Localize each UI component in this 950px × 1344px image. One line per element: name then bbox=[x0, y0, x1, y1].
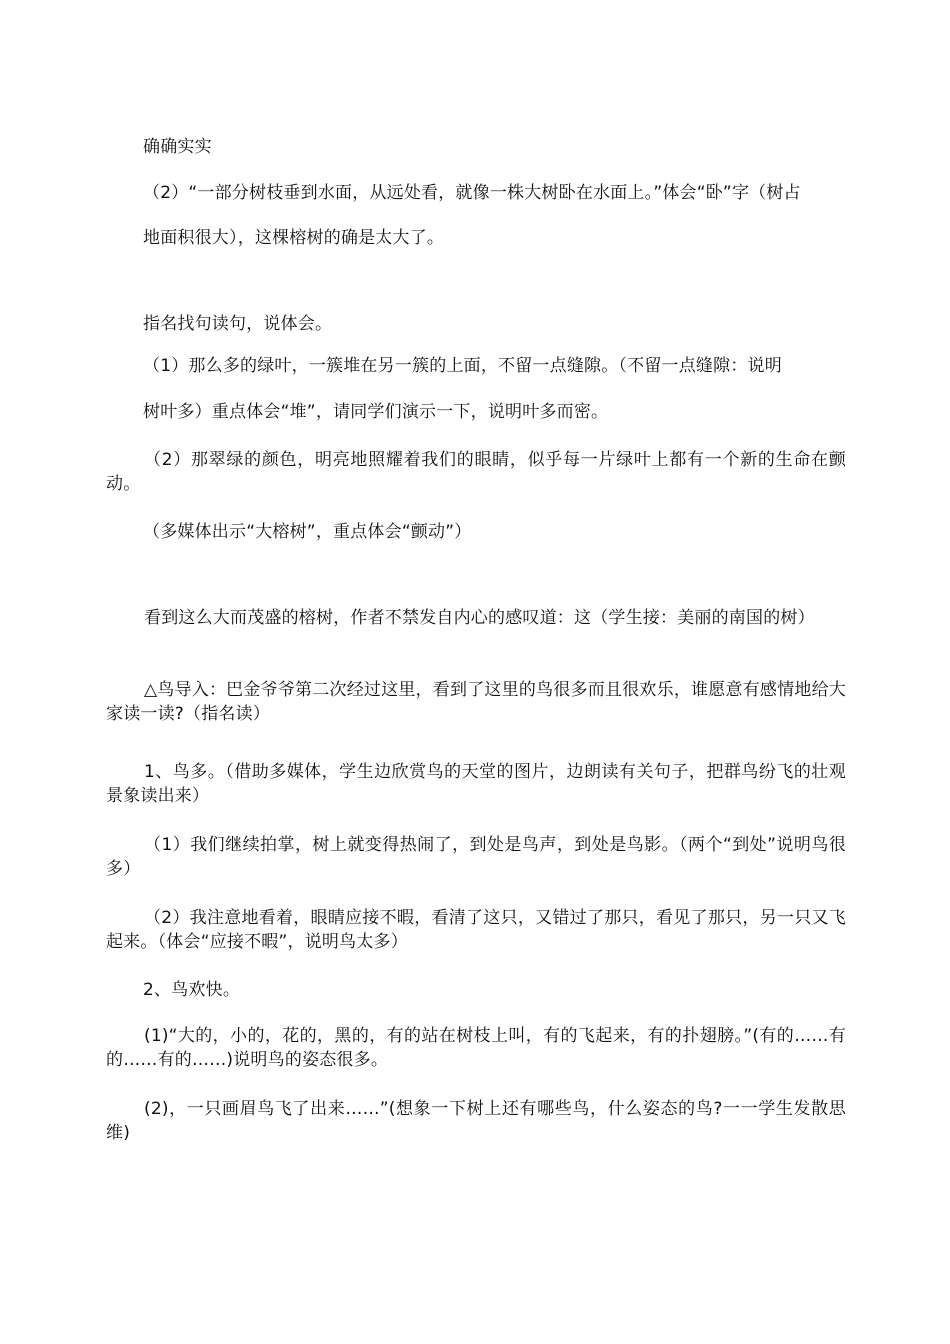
text-line: 树叶多）重点体会“堆”，请同学们演示一下，说明叶多而密。 bbox=[143, 402, 609, 422]
text-line: 地面积很大），这棵榕树的确是太大了。 bbox=[143, 228, 445, 248]
paragraph: 看到这么大而茂盛的榕树，作者不禁发自内心的感叹道：这（学生接：美丽的南国的树） bbox=[144, 608, 815, 628]
text-line: 指名找句读句，说体会。 bbox=[143, 314, 333, 334]
paragraph: 1、鸟多。（借助多媒体，学生边欣赏鸟的天堂的图片，边朗读有关句子，把群鸟纷飞的壮观景象读出来） bbox=[106, 762, 846, 806]
text-line: （2）“一部分树枝垂到水面，从远处看，就像一株大树卧在水面上。”体会“卧”字（树占 bbox=[143, 183, 801, 203]
paragraph: △鸟导入：巴金爷爷第二次经过这里，看到了这里的鸟很多而且很欢乐，谁愿意有感情地给大家读一读?（指名读） bbox=[106, 680, 846, 724]
paragraph: (2)，一只画眉鸟飞了出来……”(想象一下树上还有哪些鸟，什么姿态的鸟?一一学生发散思维) bbox=[106, 1099, 846, 1143]
paragraph: (1)“大的，小的，花的，黑的，有的站在树枝上叫，有的飞起来，有的扑翅膀。”(有的……有的……有的……)说明鸟的姿态很多。 bbox=[106, 1026, 846, 1070]
paragraph: （1）我们继续拍掌，树上就变得热闹了，到处是鸟声，到处是鸟影。（两个“到处”说明鸟很多） bbox=[106, 835, 846, 879]
text-line: 确确实实 bbox=[143, 137, 212, 157]
text-line: （1）那么多的绿叶，一簇堆在另一簇的上面，不留一点缝隙。（不留一点缝隙：说明 bbox=[143, 356, 782, 376]
text-line: （多媒体出示“大榕树”，重点体会“颤动”） bbox=[143, 522, 472, 542]
text-line: 2、鸟欢快。 bbox=[143, 980, 241, 1000]
paragraph: （2）那翠绿的颜色，明亮地照耀着我们的眼睛，似乎每一片绿叶上都有一个新的生命在颤动。 bbox=[106, 450, 846, 494]
paragraph: （2）我注意地看着，眼睛应接不暇，看清了这只，又错过了那只，看见了那只，另一只又飞起来。（体会“应接不暇”，说明鸟太多） bbox=[106, 908, 846, 952]
